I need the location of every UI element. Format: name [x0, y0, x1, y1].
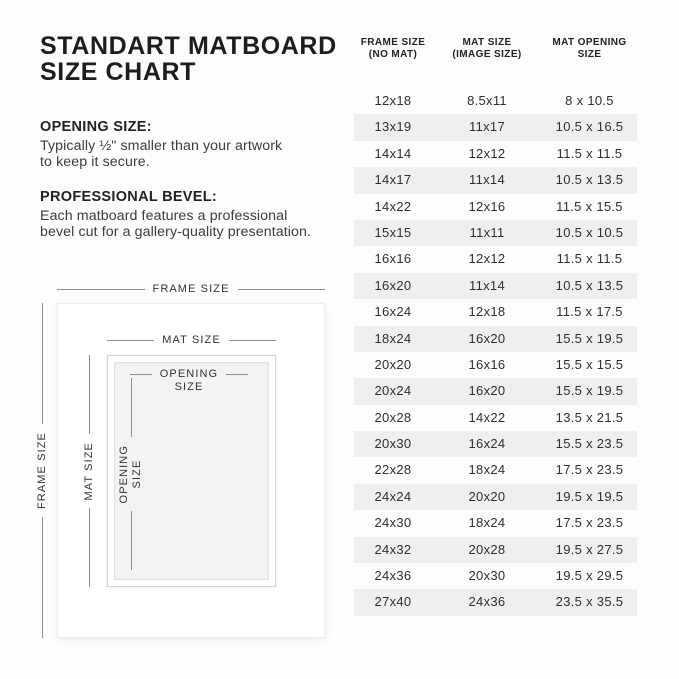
opening-size-horizontal-label [160, 368, 218, 394]
table-row [354, 167, 637, 193]
table-row [354, 484, 637, 510]
frame-size-horizontal-dimension [57, 282, 325, 296]
dimension-line [226, 374, 248, 375]
dimension-line [89, 508, 90, 587]
cell-mat-size: 11x11 [469, 224, 505, 240]
cell-mat-opening-size: 23.5 x 35.5 [555, 594, 624, 610]
cell-mat-opening-size: 17.5 x 23.5 [555, 515, 624, 531]
mat-size-horizontal-label: MAT SIZE [162, 334, 221, 346]
cell-mat-opening-size: 10.5 x 10.5 [555, 224, 624, 240]
dimension-line [130, 374, 152, 375]
cell-frame-size: 24x36 [374, 568, 412, 584]
cell-mat-size: 16x20 [468, 330, 506, 346]
cell-mat-size: 11x14 [469, 277, 505, 293]
cell-mat-opening-size: 19.5 x 29.5 [555, 568, 624, 584]
table-row [354, 114, 637, 140]
frame-size-vertical-dimension [35, 303, 49, 638]
page-title-line2: SIZE CHART [40, 58, 196, 86]
opening-size-vertical-label-line1: OPENING [118, 444, 130, 504]
cell-mat-size: 20x30 [468, 568, 506, 584]
cell-frame-size: 18x24 [374, 330, 412, 346]
cell-frame-size: 24x24 [374, 488, 412, 504]
cell-mat-size: 20x20 [468, 488, 506, 504]
cell-mat-opening-size: 11.5 x 15.5 [556, 198, 623, 214]
cell-mat-size: 12x12 [468, 145, 506, 161]
cell-frame-size: 14x22 [374, 198, 412, 214]
header-frame-size-line1: FRAME SIZE [360, 37, 426, 48]
cell-frame-size: 13x19 [374, 119, 412, 135]
dimension-line [42, 517, 43, 638]
dimension-line [229, 340, 276, 341]
cell-mat-opening-size: 10.5 x 16.5 [555, 119, 624, 135]
table-row [354, 378, 637, 404]
table-row [354, 510, 637, 536]
cell-mat-opening-size: 15.5 x 19.5 [555, 330, 624, 346]
section-opening-size [40, 118, 340, 170]
frame-rect [57, 303, 325, 638]
cell-frame-size: 22x28 [374, 462, 412, 478]
header-col-frame-size [354, 37, 432, 60]
cell-mat-size: 12x16 [468, 198, 506, 214]
cell-frame-size: 27x40 [374, 594, 412, 610]
cell-frame-size: 16x24 [374, 304, 412, 320]
section-professional-bevel-heading: PROFESSIONAL BEVEL: [40, 189, 218, 205]
mat-size-vertical-label: MAT SIZE [82, 441, 95, 501]
dimension-line [107, 340, 154, 341]
cell-mat-size: 16x24 [468, 436, 506, 452]
cell-mat-opening-size: 15.5 x 15.5 [555, 356, 624, 372]
opening-size-label-line2: SIZE [174, 381, 204, 393]
table-row [354, 88, 637, 114]
header-frame-size-line2: (NO MAT) [368, 48, 418, 60]
table-row [354, 589, 637, 615]
header-mat-opening-line2: SIZE [577, 48, 602, 60]
cell-mat-size: 8.5x11 [467, 93, 507, 108]
dimension-line [131, 378, 132, 437]
table-row [354, 299, 637, 325]
table-row [354, 537, 637, 563]
section-opening-size-heading: OPENING SIZE: [40, 119, 152, 135]
table-row [354, 431, 637, 457]
cell-mat-opening-size: 8 x 10.5 [565, 93, 614, 108]
cell-frame-size: 15x15 [374, 224, 412, 240]
cell-frame-size: 20x30 [374, 436, 412, 452]
size-table-header [354, 37, 637, 60]
table-row [354, 405, 637, 431]
size-table-body [354, 88, 637, 616]
dimension-line [238, 289, 326, 290]
section-professional-bevel-text-line1: Each matboard features a professional [40, 208, 288, 224]
table-row [354, 141, 637, 167]
cell-mat-opening-size: 10.5 x 13.5 [555, 172, 624, 188]
cell-mat-size: 11x14 [469, 172, 505, 188]
frame-size-vertical-label: FRAME SIZE [35, 432, 48, 510]
table-row [354, 194, 637, 220]
table-row [354, 457, 637, 483]
cell-mat-opening-size: 13.5 x 21.5 [555, 409, 624, 425]
cell-frame-size: 20x28 [374, 409, 412, 425]
cell-mat-size: 18x24 [468, 462, 506, 478]
cell-mat-size: 11x17 [469, 119, 505, 135]
cell-mat-opening-size: 11.5 x 11.5 [556, 251, 623, 267]
cell-mat-size: 18x24 [468, 515, 506, 531]
opening-size-label-line1: OPENING [159, 368, 219, 380]
cell-mat-size: 12x18 [468, 304, 506, 320]
header-col-mat-opening-size [542, 37, 637, 60]
frame-size-horizontal-label: FRAME SIZE [152, 283, 230, 295]
page-title-line1: STANDART MATBOARD [40, 32, 337, 60]
opening-size-vertical-label-line2: SIZE [131, 459, 143, 489]
cell-mat-opening-size: 17.5 x 23.5 [555, 462, 624, 478]
opening-size-horizontal-dimension [130, 368, 248, 394]
page-title [40, 33, 337, 85]
section-professional-bevel-text-line2: bevel cut for a gallery-quality presentation. [40, 223, 312, 240]
cell-mat-size: 14x22 [468, 409, 506, 425]
cell-frame-size: 16x16 [374, 251, 412, 267]
cell-frame-size: 24x32 [374, 541, 412, 557]
dimension-line [131, 511, 132, 570]
cell-mat-opening-size: 11.5 x 11.5 [556, 145, 623, 161]
dimension-line [57, 289, 145, 290]
cell-mat-opening-size: 19.5 x 19.5 [555, 488, 624, 504]
cell-mat-size: 12x12 [468, 251, 506, 267]
dimension-line [42, 303, 43, 424]
mat-size-vertical-dimension [82, 355, 96, 587]
cell-mat-size: 20x28 [468, 541, 506, 557]
cell-frame-size: 16x20 [374, 277, 412, 293]
table-row [354, 352, 637, 378]
header-mat-size-line2: (IMAGE SIZE) [452, 48, 522, 60]
cell-mat-opening-size: 15.5 x 19.5 [555, 383, 624, 399]
cell-mat-size: 16x20 [468, 383, 506, 399]
cell-mat-size: 16x16 [468, 356, 506, 372]
cell-mat-size: 24x36 [468, 594, 506, 610]
cell-mat-opening-size: 19.5 x 27.5 [555, 541, 624, 557]
opening-size-vertical-label [118, 445, 144, 503]
section-opening-size-text-line1: Typically ½" smaller than your artwork [40, 138, 283, 154]
cell-mat-opening-size: 11.5 x 17.5 [556, 304, 623, 320]
table-row [354, 246, 637, 272]
cell-frame-size: 14x14 [374, 145, 412, 161]
cell-mat-opening-size: 15.5 x 23.5 [555, 436, 624, 452]
section-professional-bevel [40, 188, 340, 240]
cell-mat-opening-size: 10.5 x 13.5 [555, 277, 624, 293]
cell-frame-size: 20x20 [374, 356, 412, 372]
table-row [354, 563, 637, 589]
section-opening-size-text-line2: to keep it secure. [40, 153, 150, 170]
header-mat-size-line1: MAT SIZE [462, 37, 512, 48]
table-row [354, 220, 637, 246]
table-row [354, 273, 637, 299]
cell-frame-size: 24x30 [374, 515, 412, 531]
mat-size-horizontal-dimension [107, 333, 276, 347]
table-row [354, 326, 637, 352]
cell-frame-size: 14x17 [374, 172, 412, 188]
opening-size-vertical-dimension [118, 378, 143, 570]
header-col-mat-size [432, 37, 542, 60]
dimension-line [89, 355, 90, 434]
cell-frame-size: 20x24 [374, 383, 412, 399]
cell-frame-size: 12x18 [374, 93, 412, 108]
header-mat-opening-line1: MAT OPENING [552, 37, 627, 48]
